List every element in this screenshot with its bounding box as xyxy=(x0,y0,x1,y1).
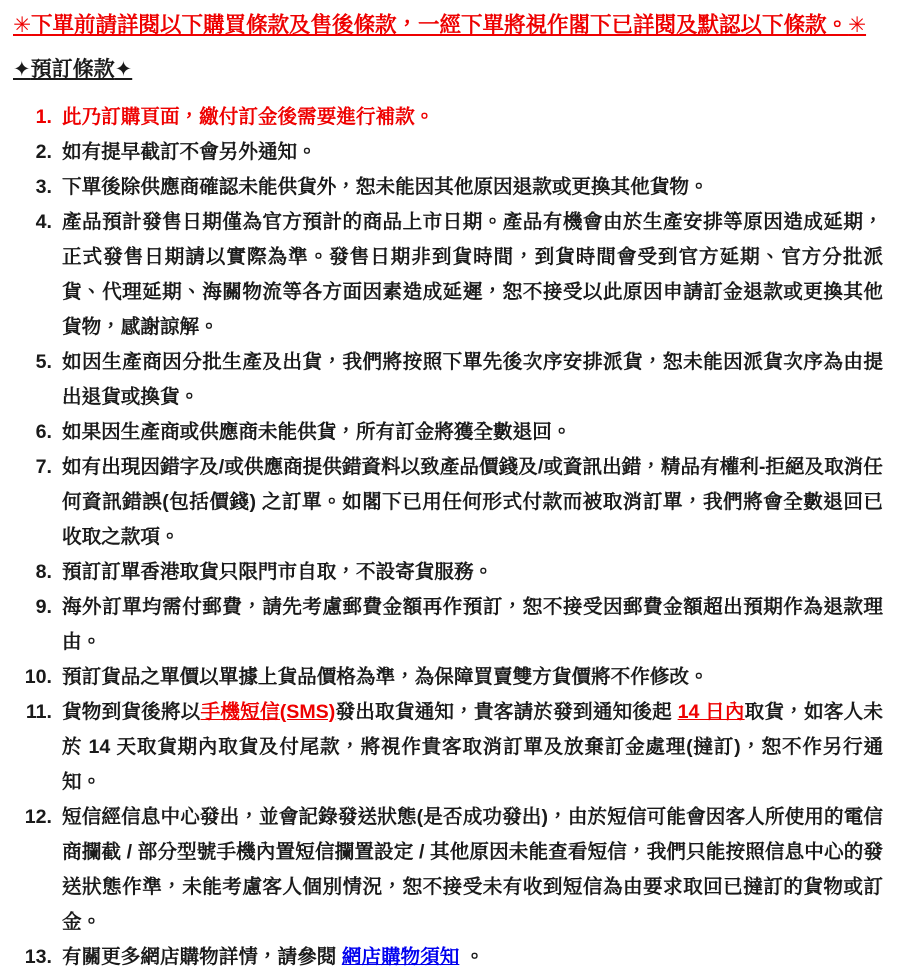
term-item xyxy=(0,555,913,590)
term-item xyxy=(0,415,913,450)
term-text-segment: 下單後除供應商確認未能供貨外，恕未能因其他原因退款或更換其他貨物。 xyxy=(62,176,709,198)
term-text-segment: 14 日內 xyxy=(677,701,745,723)
term-item xyxy=(0,205,913,345)
term-number: 10. xyxy=(24,666,52,688)
term-item xyxy=(0,695,913,800)
term-text-segment: 產品預計發售日期僅為官方預計的商品上市日期。產品有機會由於生產安排等原因造成延期，正式發售日期請以實際為準。發售日期非到貨時間，到貨時間會受到官方延期、官方分批派貨、代理延期、海關物流等各方面因素造成延遲，恕不接受以此原因申請訂金退款或更換其他貨物，感謝諒解。 xyxy=(62,211,883,338)
term-number: 4. xyxy=(35,211,52,233)
term-number: 11. xyxy=(25,701,52,723)
term-number: 13. xyxy=(24,946,52,968)
term-text-segment: 預訂訂單香港取貨只限門市自取，不設寄貨服務。 xyxy=(62,561,494,583)
term-text-segment: 取貨，如客人未於 14 天取貨期內取貨及付尾款，將視作貴客取消訂單及放棄訂金處理(撻訂)，恕不作另行通知。 xyxy=(62,701,883,793)
terms-list xyxy=(0,100,913,975)
asterisk-icon: ✳ xyxy=(848,13,867,37)
term-text-segment: 如有提早截訂不會另外通知。 xyxy=(62,141,317,163)
term-text-segment: 如果因生產商或供應商未能供貨，所有訂金將獲全數退回。 xyxy=(62,421,572,443)
term-number: 8. xyxy=(35,561,52,583)
term-item xyxy=(0,660,913,695)
term-number: 12. xyxy=(24,806,52,828)
term-text-segment: 貨物到貨後將以 xyxy=(62,701,201,723)
term-item xyxy=(0,800,913,940)
diamond-icon: ✦ xyxy=(13,58,31,81)
section-heading xyxy=(13,56,132,84)
term-item xyxy=(0,590,913,660)
term-number: 3. xyxy=(35,176,52,198)
term-text-segment: 手機短信(SMS) xyxy=(200,701,336,723)
asterisk-icon: ✳ xyxy=(13,13,32,37)
term-text-segment: 有關更多網店購物詳情，請參閱 xyxy=(62,946,342,968)
term-item xyxy=(0,170,913,205)
term-text-segment: 發出取貨通知，貴客請於發到通知後起 xyxy=(335,701,678,723)
term-text-segment: 如因生產商因分批生產及出貨，我們將按照下單先後次序安排派貨，恕未能因派貨次序為由提出退貨或換貨。 xyxy=(62,351,883,408)
term-text-segment: 如有出現因錯字及/或供應商提供錯資料以致產品價錢及/或資訊出錯，精品有權利-拒絕及取消任何資訊錯誤(包括價錢) 之訂單。如閣下已用任何形式付款而被取消訂單，我們將會全數退回已收取之款項。 xyxy=(62,456,883,548)
term-number: 2. xyxy=(35,141,52,163)
term-text-segment: 。 xyxy=(459,946,485,968)
term-text-segment: 此乃訂購頁面，繳付訂金後需要進行補款。 xyxy=(62,106,435,128)
term-number: 6. xyxy=(35,421,52,443)
store-shopping-guide-link[interactable]: 網店購物須知 xyxy=(341,946,460,968)
term-number: 5. xyxy=(35,351,52,373)
term-text-segment: 海外訂單均需付郵費，請先考慮郵費金額再作預訂，恕不接受因郵費金額超出預期作為退款理由。 xyxy=(62,596,883,653)
term-item xyxy=(0,345,913,415)
term-text-segment: 預訂貨品之單價以單據上貨品價格為準，為保障買賣雙方貨價將不作修改。 xyxy=(62,666,709,688)
diamond-icon: ✦ xyxy=(114,58,133,81)
term-item xyxy=(0,100,913,135)
page-title-text: 下單前請詳閱以下購買條款及售後條款，一經下單將視作閣下已詳閱及默認以下條款。 xyxy=(31,13,849,37)
term-number: 7. xyxy=(35,456,52,478)
section-heading-text: 預訂條款 xyxy=(30,58,115,81)
term-text-segment: 短信經信息中心發出，並會記錄發送狀態(是否成功發出)，由於短信可能會因客人所使用的電信商攔截 / 部分型號手機內置短信攔置設定 / 其他原因未能查看短信，我們只能按照信息中心的發送狀態作準，未能考慮客人個別情況，恕不接受未有收到短信為由要求取回已撻訂的貨物或訂金。 xyxy=(62,806,883,933)
page-title xyxy=(13,11,895,39)
term-item xyxy=(0,450,913,555)
term-number: 1. xyxy=(35,106,52,128)
term-item xyxy=(0,940,913,975)
term-item xyxy=(0,135,913,170)
term-number: 9. xyxy=(35,596,52,618)
